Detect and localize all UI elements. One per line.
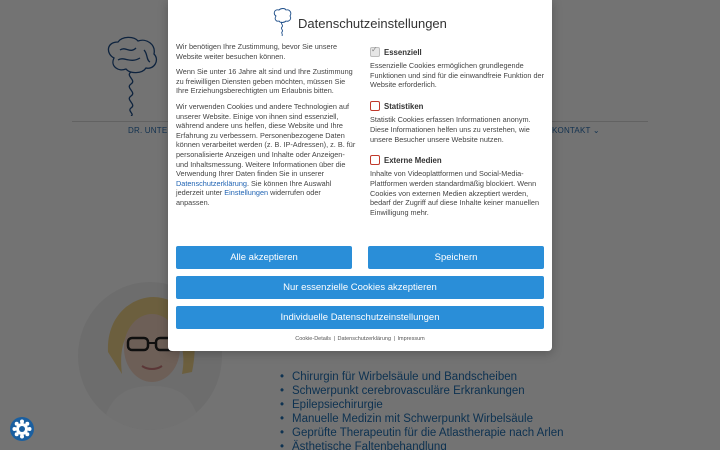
category-description: Inhalte von Videoplattformen und Social-Media-Plattformen werden standardmäßig blockiert. Wenn Cookies von externen Medien akzeptiert werden, bedarf der Zugriff auf diese Inhalte keiner manuellen Einwilligung mehr. <box>370 169 540 218</box>
category-name[interactable]: Statistiken <box>384 101 424 111</box>
dialog-title: Datenschutzeinstellungen <box>298 16 447 31</box>
cookie-settings-button[interactable] <box>10 417 34 441</box>
cookie-badge-icon <box>10 417 34 441</box>
intro-text: widerrufen oder anpassen. <box>176 188 321 207</box>
category-name[interactable]: Externe Medien <box>384 155 442 165</box>
intro-text: . Sie können Ihre Auswahl jederzeit unter <box>176 178 332 198</box>
accept-essential-button[interactable]: Nur essenzielle Cookies akzeptieren <box>176 276 544 299</box>
essential-checkbox <box>370 47 380 57</box>
footer-separator: | <box>393 336 395 342</box>
category-external-media <box>370 154 546 218</box>
category-description: Essenzielle Cookies ermöglichen grundlegende Funktionen und sind für die einwandfreie Funktion der Website erforderlich. <box>370 61 545 90</box>
cookie-categories <box>370 46 546 228</box>
dialog-header <box>168 6 552 36</box>
accept-all-button[interactable]: Alle akzeptieren <box>176 246 352 269</box>
category-essential <box>370 46 546 90</box>
consent-intro <box>176 42 356 214</box>
privacy-policy-link[interactable]: Datenschutzerklärung <box>176 178 247 188</box>
footer-separator: | <box>333 336 335 342</box>
statistics-checkbox[interactable] <box>370 101 380 111</box>
intro-paragraph: Wir benötigen Ihre Zustimmung, bevor Sie unsere Website weiter besuchen können. <box>176 42 338 61</box>
brain-spine-logo-icon <box>272 8 292 36</box>
category-name: Essenziell <box>384 47 422 57</box>
individual-settings-button[interactable]: Individuelle Datenschutzeinstellungen <box>176 306 544 329</box>
external-media-checkbox[interactable] <box>370 155 380 165</box>
intro-paragraph: Wenn Sie unter 16 Jahre alt sind und Ihre Zustimmung zu freiwilligen Diensten geben möchten, müssen Sie Ihre Erziehungsberechtigten um Erlaubnis bitten. <box>176 67 353 96</box>
settings-link[interactable]: Einstellungen <box>224 188 269 198</box>
category-description: Statistik Cookies erfassen Informationen anonym. Diese Informationen helfen uns zu verstehen, wie unsere Besucher unsere Website nutzen. <box>370 115 531 144</box>
intro-paragraph <box>176 102 356 208</box>
cookie-details-link[interactable]: Cookie-Details <box>295 336 332 342</box>
footer-privacy-link[interactable]: Datenschutzerklärung <box>337 336 392 342</box>
imprint-link[interactable]: Impressum <box>397 336 425 342</box>
category-statistics <box>370 100 546 144</box>
privacy-settings-dialog <box>168 0 552 351</box>
save-button[interactable]: Speichern <box>368 246 544 269</box>
intro-text: Wir verwenden Cookies und andere Technologien auf unserer Website. Einige von ihnen sind essenziell, während andere uns helfen, diese Website und Ihre Erfahrung zu verbessern. Personenbezogene Daten können verarbeitet werden (z. B. IP-Adressen), z. B. für personalisierte Anzeigen und Inhalte oder Anzeigen- und Inhaltsmessung. Weitere Informationen über die Verwendung Ihrer Daten finden Sie in unserer <box>176 101 356 179</box>
dialog-footer <box>168 336 552 342</box>
